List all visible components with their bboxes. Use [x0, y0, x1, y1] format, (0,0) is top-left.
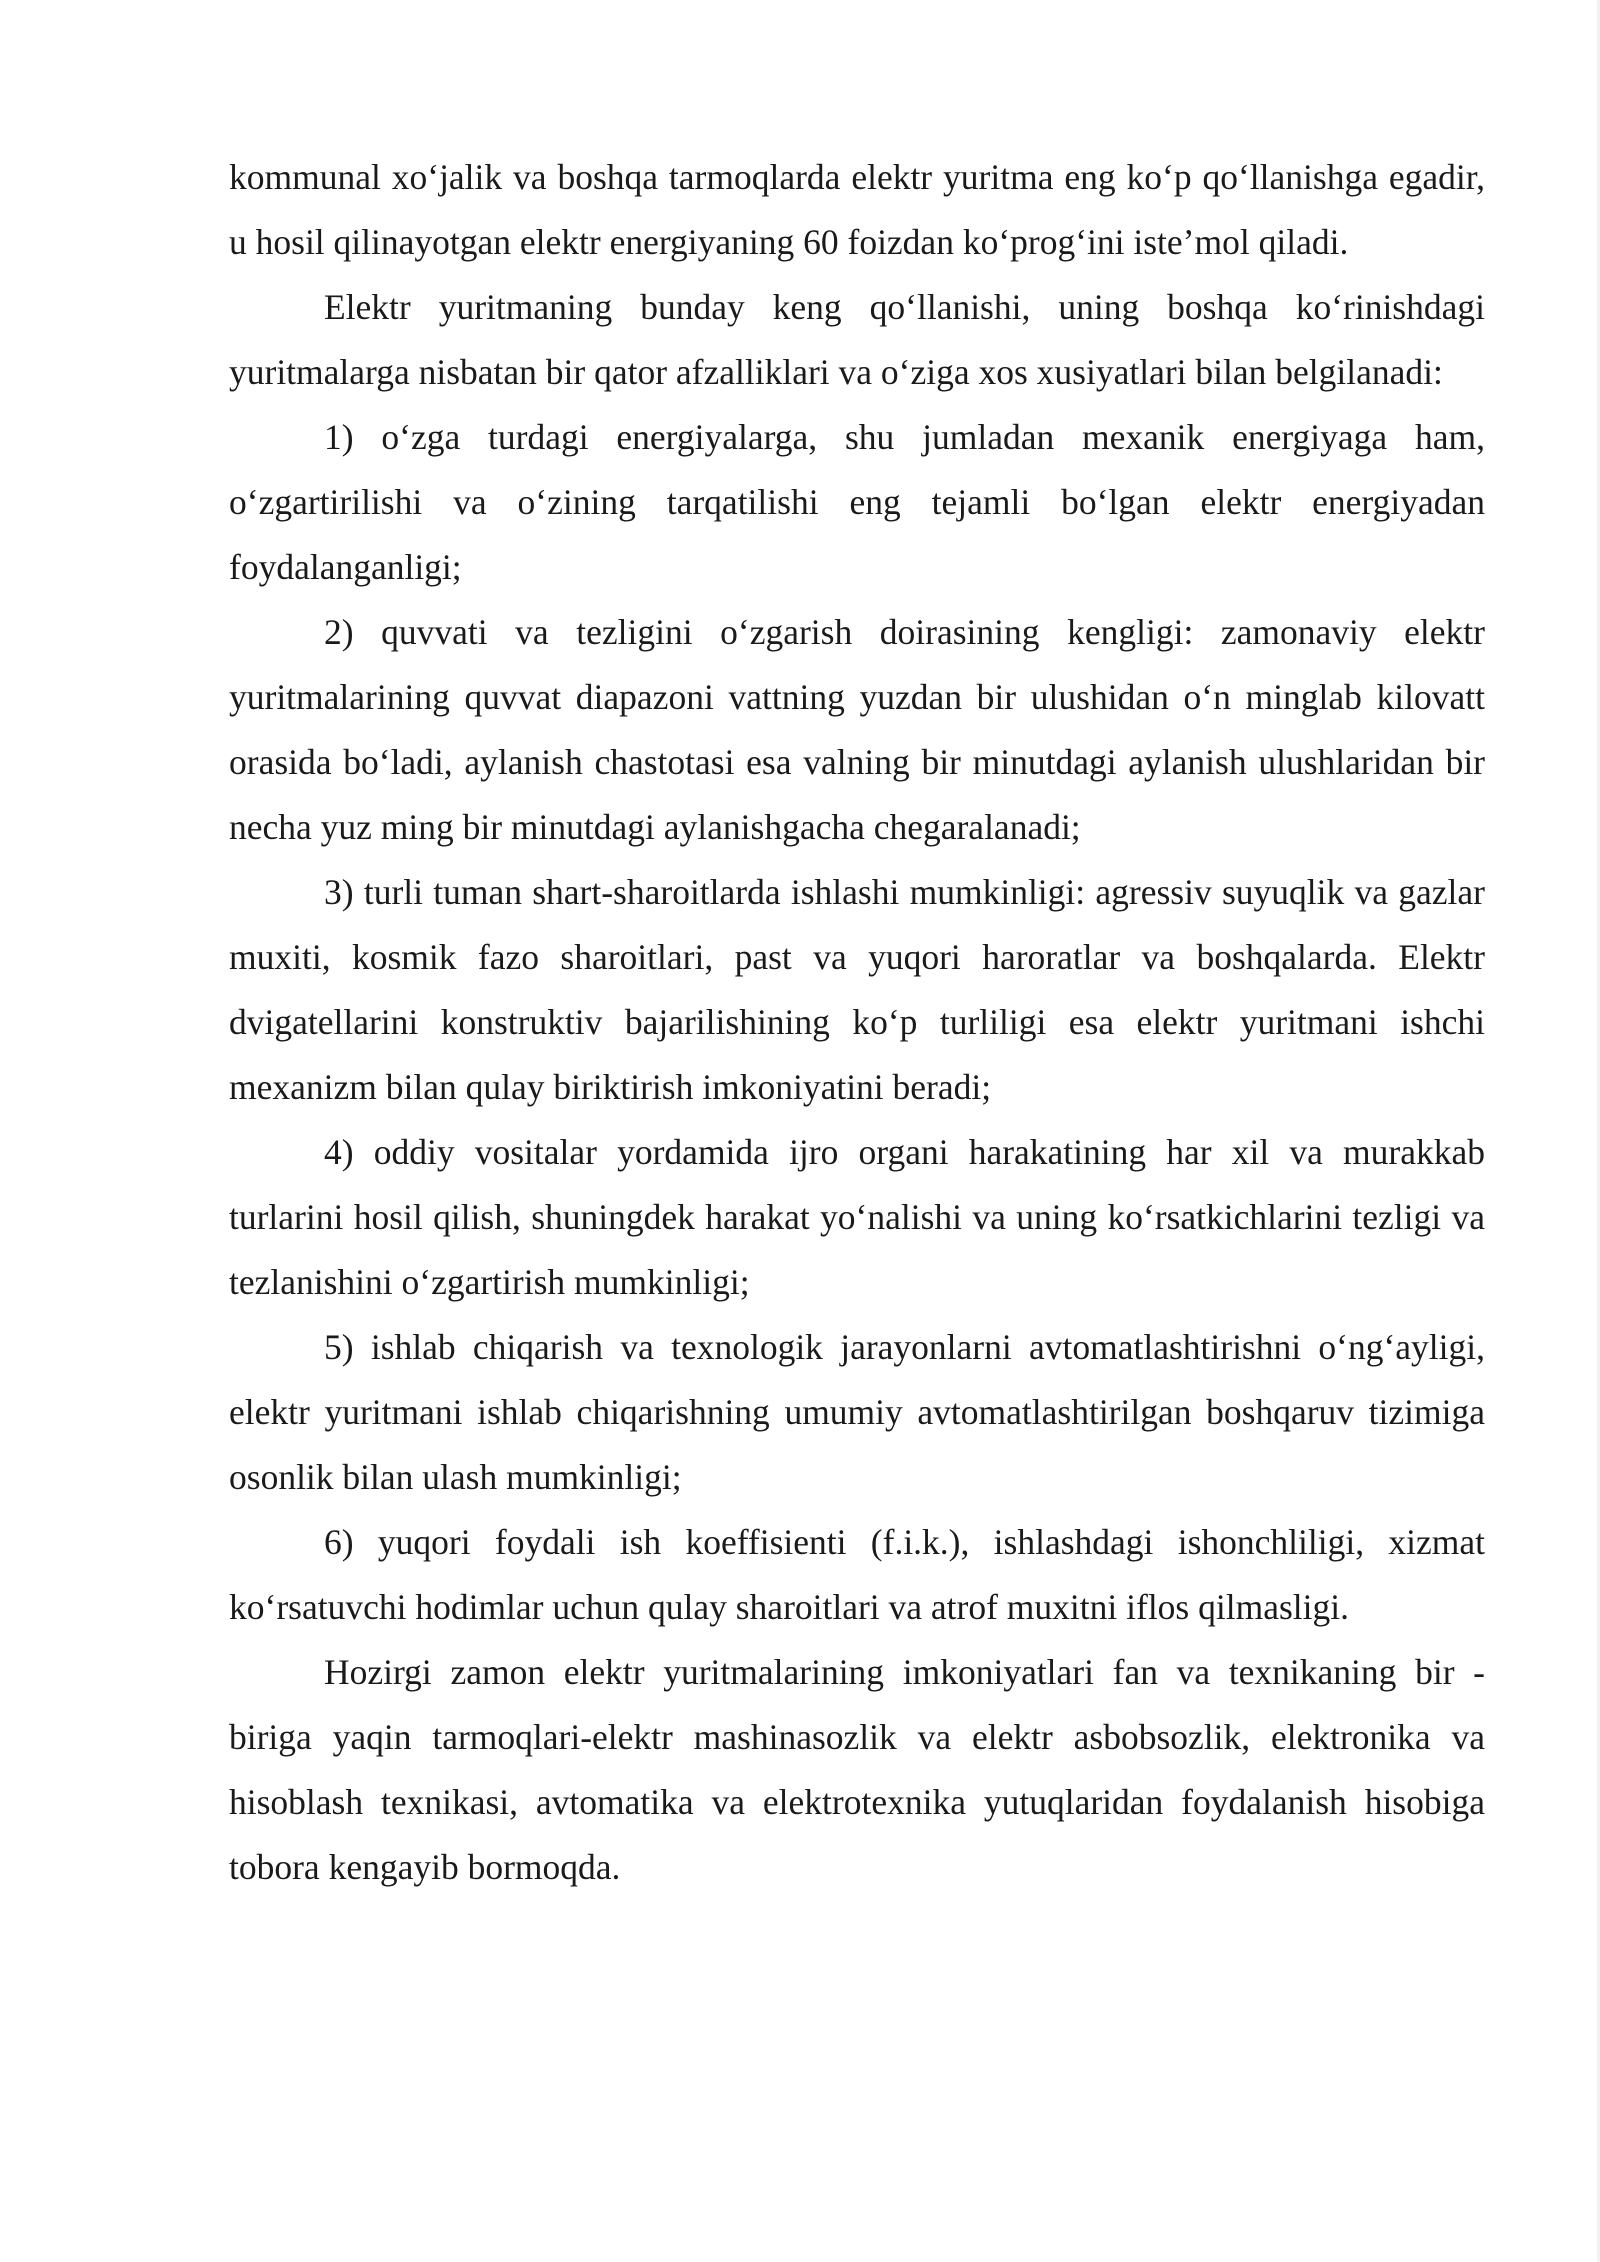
paragraph-continuation: kommunal xoʻjalik va boshqa tarmoqlarda elektr yuritma eng koʻp qoʻllanishga egadir, u hosil qilinayotgan elektr energiyaning 60 foizdan koʻprogʻini isteʼmol qiladi. — [229, 157, 1485, 262]
list-item-3: 3) turli tuman shart-sharoitlarda ishlashi mumkinligi: agressiv suyuqlik va gazlar muxiti, kosmik fazo sharoitlari, past va yuqori haroratlar va boshqalarda. Elektr dvigatellarini konstruktiv bajarilishining koʻp turliligi esa elektr yuritmani ishchi mexanizm bilan qulay biriktirish imkoniyatini beradi; — [229, 872, 1485, 1107]
document-page — [229, 145, 1485, 1900]
list-item-4: 4) oddiy vositalar yordamida ijro organi harakatining har xil va murakkab turlarini hosil qilish, shuningdek harakat yoʻnalishi va uning koʻrsatkichlarini tezligi va tezlanishini oʻzgartirish mumkinligi; — [229, 1132, 1485, 1302]
list-item-6: 6) yuqori foydali ish koeffisienti (f.i.k.), ishlashdagi ishonchliligi, xizmat koʻrsatuvchi hodimlar uchun qulay sharoitlari va atrof muxitni iflos qilmasligi. — [229, 1522, 1485, 1627]
list-item-1: 1) oʻzga turdagi energiyalarga, shu jumladan mexanik energiyaga ham, oʻzgartirilishi va oʻzining tarqatilishi eng tejamli boʻlgan elektr energiyadan foydalanganligi; — [229, 417, 1485, 587]
list-item-5: 5) ishlab chiqarish va texnologik jarayonlarni avtomatlashtirishni oʻngʻayligi, elektr yuritmani ishlab chiqarishning umumiy avtomatlashtirilgan boshqaruv tizimiga osonlik bilan ulash mumkinligi; — [229, 1327, 1485, 1497]
paragraph-conclusion: Hozirgi zamon elektr yuritmalarining imkoniyatlari fan va texnikaning bir - biriga yaqin tarmoqlari-elektr mashinasozlik va elektr asbobsozlik, elektronika va hisoblash texnikasi, avtomatika va elektrotexnika yutuqlaridan foydalanish hisobiga tobora kengayib bormoqda. — [229, 1652, 1485, 1887]
paragraph-intro: Elektr yuritmaning bunday keng qoʻllanishi, uning boshqa koʻrinishdagi yuritmalarga nisbatan bir qator afzalliklari va oʻziga xos xusiyatlari bilan belgilanadi: — [229, 287, 1485, 392]
list-item-2: 2) quvvati va tezligini oʻzgarish doirasining kengligi: zamonaviy elektr yuritmalarining quvvat diapazoni vattning yuzdan bir ulushidan oʻn minglab kilovatt orasida boʻladi, aylanish chastotasi esa valning bir minutdagi aylanish ulushlaridan bir necha yuz ming bir minutdagi aylanishgacha chegaralanadi; — [229, 612, 1485, 847]
